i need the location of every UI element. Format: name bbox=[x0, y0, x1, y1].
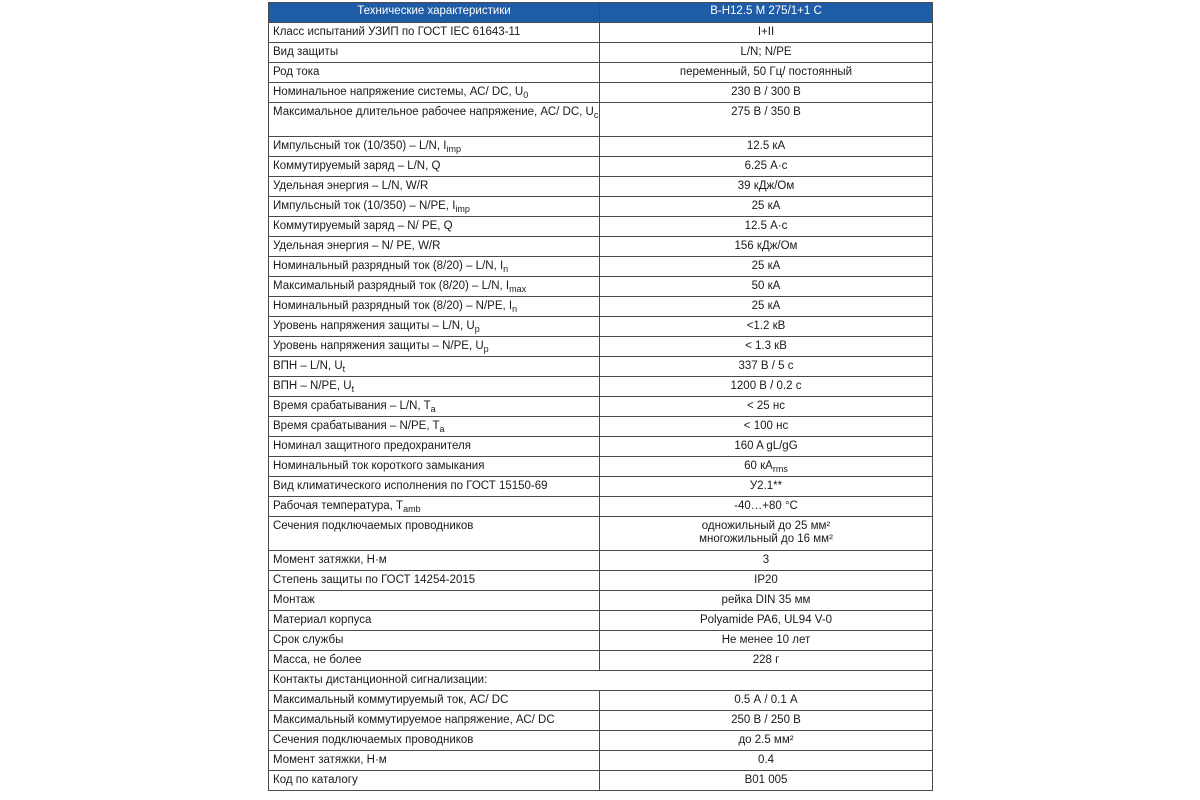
parameter-label: Монтаж bbox=[273, 594, 315, 606]
parameter-cell bbox=[269, 103, 600, 137]
table-row bbox=[269, 437, 933, 457]
value-text: 60 кА bbox=[744, 460, 773, 472]
value-cell bbox=[600, 517, 933, 551]
parameter-subscript: t bbox=[342, 364, 346, 374]
parameter-cell bbox=[269, 551, 600, 571]
parameter-label: Максимальный разрядный ток (8/20) – L/N, I bbox=[273, 280, 510, 292]
table-row bbox=[269, 357, 933, 377]
table-row bbox=[269, 83, 933, 103]
value-text: < 1.3 кВ bbox=[745, 340, 787, 352]
value-text: 250 В / 250 В bbox=[731, 714, 801, 726]
parameter-cell bbox=[269, 197, 600, 217]
value-text: до 2.5 мм² bbox=[738, 734, 794, 746]
specifications-table bbox=[268, 2, 933, 791]
value-text: одножильный до 25 мм² bbox=[701, 520, 831, 532]
value-cell bbox=[600, 457, 933, 477]
value-subscript: rms bbox=[772, 464, 788, 474]
value-cell bbox=[600, 83, 933, 103]
parameter-cell bbox=[269, 137, 600, 157]
parameter-cell bbox=[269, 177, 600, 197]
value-cell bbox=[600, 591, 933, 611]
value-text: 0.4 bbox=[758, 754, 774, 766]
parameter-cell bbox=[269, 337, 600, 357]
parameter-cell bbox=[269, 477, 600, 497]
parameter-subscript: amb bbox=[403, 504, 421, 514]
value-cell bbox=[600, 771, 933, 791]
value-text: <1.2 кВ bbox=[746, 320, 786, 332]
parameter-subscript: a bbox=[439, 424, 445, 434]
value-text: -40…+80 °С bbox=[734, 500, 798, 512]
value-cell bbox=[600, 297, 933, 317]
value-text: 337 В / 5 с bbox=[738, 360, 794, 372]
parameter-label: ВПН – L/N, U bbox=[273, 360, 343, 372]
value-text: 6.25 А·с bbox=[744, 160, 788, 172]
table-row bbox=[269, 457, 933, 477]
table-row bbox=[269, 591, 933, 611]
value-cell bbox=[600, 63, 933, 83]
parameter-subscript: n bbox=[503, 264, 509, 274]
parameter-label: ВПН – N/PE, U bbox=[273, 380, 352, 392]
parameter-subscript: imp bbox=[455, 204, 470, 214]
table-row bbox=[269, 711, 933, 731]
value-text: < 100 нс bbox=[743, 420, 789, 432]
table-row bbox=[269, 257, 933, 277]
parameter-cell bbox=[269, 591, 600, 611]
parameter-cell bbox=[269, 63, 600, 83]
table-row bbox=[269, 671, 933, 691]
value-cell bbox=[600, 137, 933, 157]
table-row bbox=[269, 631, 933, 651]
value-text: Polyamide PA6, UL94 V-0 bbox=[699, 614, 833, 626]
parameter-cell bbox=[269, 157, 600, 177]
parameter-label: Срок службы bbox=[273, 634, 344, 646]
value-text: 156 кДж/Ом bbox=[734, 240, 798, 252]
model-column-header: В-Н12.5 М 275/1+1 С bbox=[600, 3, 933, 23]
parameter-label: Время срабатывания – N/PE, T bbox=[273, 420, 440, 432]
parameter-subscript: p bbox=[483, 344, 489, 354]
value-cell bbox=[600, 357, 933, 377]
parameter-label: Импульсный ток (10/350) – L/N, I bbox=[273, 140, 447, 152]
value-text: 25 кА bbox=[751, 260, 781, 272]
parameter-subscript: c bbox=[593, 110, 599, 120]
parameter-label: Номинальный ток короткого замыкания bbox=[273, 460, 485, 472]
value-text: 0.5 А / 0.1 А bbox=[734, 694, 798, 706]
value-cell bbox=[600, 43, 933, 63]
parameter-subscript: imp bbox=[446, 144, 461, 154]
parameter-cell bbox=[269, 43, 600, 63]
value-cell bbox=[600, 237, 933, 257]
value-text: I+II bbox=[757, 26, 775, 38]
value-cell bbox=[600, 651, 933, 671]
table-row bbox=[269, 551, 933, 571]
parameter-label: Вид климатического исполнения по ГОСТ 15150-69 bbox=[273, 480, 548, 492]
parameter-cell bbox=[269, 651, 600, 671]
parameter-label: Удельная энергия – L/N, W/R bbox=[273, 180, 429, 192]
parameter-subscript: t bbox=[351, 384, 355, 394]
parameter-cell bbox=[269, 237, 600, 257]
parameter-label: Момент затяжки, Н·м bbox=[273, 554, 387, 566]
value-text: 3 bbox=[762, 554, 770, 566]
value-text: В01 005 bbox=[744, 774, 788, 786]
value-cell bbox=[600, 317, 933, 337]
table-row bbox=[269, 43, 933, 63]
parameter-label: Момент затяжки, Н·м bbox=[273, 754, 387, 766]
parameter-label: Код по каталогу bbox=[273, 774, 358, 786]
parameter-cell bbox=[269, 731, 600, 751]
parameter-cell bbox=[269, 277, 600, 297]
table-row bbox=[269, 317, 933, 337]
table-row bbox=[269, 197, 933, 217]
value-cell bbox=[600, 731, 933, 751]
table-row bbox=[269, 377, 933, 397]
parameter-cell bbox=[269, 671, 933, 691]
value-text-second-line: многожильный до 16 мм² bbox=[699, 533, 833, 545]
parameter-subscript: 0 bbox=[523, 90, 529, 100]
parameter-label: Коммутируемый заряд – L/N, Q bbox=[273, 160, 441, 172]
table-header-row bbox=[269, 3, 933, 23]
parameter-cell bbox=[269, 317, 600, 337]
value-cell bbox=[600, 397, 933, 417]
table-row bbox=[269, 477, 933, 497]
table-row bbox=[269, 751, 933, 771]
parameter-subscript: n bbox=[512, 304, 518, 314]
parameter-label: Вид защиты bbox=[273, 46, 339, 58]
parameter-cell bbox=[269, 631, 600, 651]
value-cell bbox=[600, 277, 933, 297]
parameter-cell bbox=[269, 711, 600, 731]
parameter-cell bbox=[269, 357, 600, 377]
parameter-label: Номинал защитного предохранителя bbox=[273, 440, 471, 452]
parameter-cell bbox=[269, 23, 600, 43]
parameter-cell bbox=[269, 217, 600, 237]
value-text: 12.5 А·с bbox=[744, 220, 788, 232]
table-row bbox=[269, 157, 933, 177]
value-text: 25 кА bbox=[751, 200, 781, 212]
parameter-label: Максимальный коммутируемый ток, АС/ DC bbox=[273, 694, 509, 706]
value-cell bbox=[600, 751, 933, 771]
value-cell bbox=[600, 23, 933, 43]
parameter-label: Контакты дистанционной сигнализации: bbox=[273, 674, 488, 686]
table-row bbox=[269, 731, 933, 751]
parameter-label: Масса, не более bbox=[273, 654, 362, 666]
value-cell bbox=[600, 437, 933, 457]
parameter-label: Номинальный разрядный ток (8/20) – L/N, I bbox=[273, 260, 504, 272]
parameter-cell bbox=[269, 497, 600, 517]
parameter-cell bbox=[269, 611, 600, 631]
value-cell bbox=[600, 197, 933, 217]
table-row bbox=[269, 337, 933, 357]
parameter-label: Уровень напряжения защиты – L/N, U bbox=[273, 320, 475, 332]
parameter-label: Удельная энергия – N/ PE, W/R bbox=[273, 240, 441, 252]
parameter-cell bbox=[269, 297, 600, 317]
parameter-cell bbox=[269, 377, 600, 397]
parameter-label: Импульсный ток (10/350) – N/PE, I bbox=[273, 200, 456, 212]
parameter-label: Коммутируемый заряд – N/ PE, Q bbox=[273, 220, 453, 232]
parameter-subscript: max bbox=[509, 284, 527, 294]
table-row bbox=[269, 497, 933, 517]
parameter-label: Максимальный коммутируемое напряжение, АС/ DC bbox=[273, 714, 555, 726]
table-row bbox=[269, 63, 933, 83]
table-row bbox=[269, 397, 933, 417]
table-row bbox=[269, 691, 933, 711]
parameter-label: Сечения подключаемых проводников bbox=[273, 734, 474, 746]
value-text: 1200 В / 0.2 с bbox=[730, 380, 802, 392]
value-cell bbox=[600, 177, 933, 197]
value-cell bbox=[600, 103, 933, 137]
table-row bbox=[269, 237, 933, 257]
parameter-label: Сечения подключаемых проводников bbox=[273, 520, 474, 532]
specifications-body bbox=[269, 23, 933, 791]
parameter-cell bbox=[269, 751, 600, 771]
table-row bbox=[269, 417, 933, 437]
parameter-label: Рабочая температура, T bbox=[273, 500, 404, 512]
parameter-label: Номинальный разрядный ток (8/20) – N/PE, I bbox=[273, 300, 513, 312]
table-row bbox=[269, 217, 933, 237]
value-text: IP20 bbox=[754, 574, 778, 586]
value-text: переменный, 50 Гц/ постоянный bbox=[679, 66, 853, 78]
value-cell bbox=[600, 157, 933, 177]
parameter-label: Номинальное напряжение системы, АС/ DC, U bbox=[273, 86, 524, 98]
value-text: 12.5 кА bbox=[746, 140, 786, 152]
value-text: < 25 нс bbox=[747, 400, 785, 412]
table-row bbox=[269, 517, 933, 551]
parameter-cell bbox=[269, 457, 600, 477]
value-text: У2.1** bbox=[749, 480, 783, 492]
value-text: 39 кДж/Ом bbox=[737, 180, 795, 192]
value-cell bbox=[600, 477, 933, 497]
table-row bbox=[269, 277, 933, 297]
parameter-column-header: Технические характеристики bbox=[269, 3, 600, 23]
value-cell bbox=[600, 711, 933, 731]
parameter-label: Материал корпуса bbox=[273, 614, 372, 626]
value-cell bbox=[600, 377, 933, 397]
value-text: 25 кА bbox=[751, 300, 781, 312]
parameter-label: Род тока bbox=[273, 66, 320, 78]
value-text: рейка DIN 35 мм bbox=[721, 594, 811, 606]
parameter-label: Максимальное длительное рабочее напряжение, АС/ DC, U bbox=[273, 106, 594, 118]
parameter-cell bbox=[269, 83, 600, 103]
table-row bbox=[269, 611, 933, 631]
value-text: 228 г bbox=[752, 654, 780, 666]
value-cell bbox=[600, 497, 933, 517]
parameter-cell bbox=[269, 257, 600, 277]
value-text: Не менее 10 лет bbox=[721, 634, 811, 646]
parameter-subscript: p bbox=[474, 324, 480, 334]
parameter-label: Степень защиты по ГОСТ 14254-2015 bbox=[273, 574, 476, 586]
parameter-label: Уровень напряжения защиты – N/PE, U bbox=[273, 340, 484, 352]
value-text: 50 кА bbox=[751, 280, 781, 292]
value-text: 230 В / 300 В bbox=[731, 86, 801, 98]
value-cell bbox=[600, 571, 933, 591]
value-cell bbox=[600, 631, 933, 651]
table-row bbox=[269, 651, 933, 671]
parameter-cell bbox=[269, 691, 600, 711]
table-row bbox=[269, 177, 933, 197]
parameter-cell bbox=[269, 417, 600, 437]
parameter-cell bbox=[269, 517, 600, 551]
value-text: 160 A gL/gG bbox=[734, 440, 798, 452]
value-cell bbox=[600, 337, 933, 357]
parameter-cell bbox=[269, 397, 600, 417]
table-row bbox=[269, 23, 933, 43]
parameter-label: Время срабатывания – L/N, T bbox=[273, 400, 431, 412]
table-row bbox=[269, 771, 933, 791]
parameter-cell bbox=[269, 437, 600, 457]
value-cell bbox=[600, 217, 933, 237]
value-text: L/N; N/PE bbox=[740, 46, 792, 58]
table-row bbox=[269, 297, 933, 317]
table-row bbox=[269, 571, 933, 591]
table-row bbox=[269, 103, 933, 137]
parameter-label: Класс испытаний УЗИП по ГОСТ IEC 61643-11 bbox=[273, 26, 521, 38]
parameter-subscript: a bbox=[430, 404, 436, 414]
value-cell bbox=[600, 417, 933, 437]
value-text: 275 В / 350 В bbox=[731, 106, 801, 118]
table-row bbox=[269, 137, 933, 157]
value-cell bbox=[600, 611, 933, 631]
value-cell bbox=[600, 691, 933, 711]
parameter-cell bbox=[269, 571, 600, 591]
value-cell bbox=[600, 257, 933, 277]
parameter-cell bbox=[269, 771, 600, 791]
value-cell bbox=[600, 551, 933, 571]
